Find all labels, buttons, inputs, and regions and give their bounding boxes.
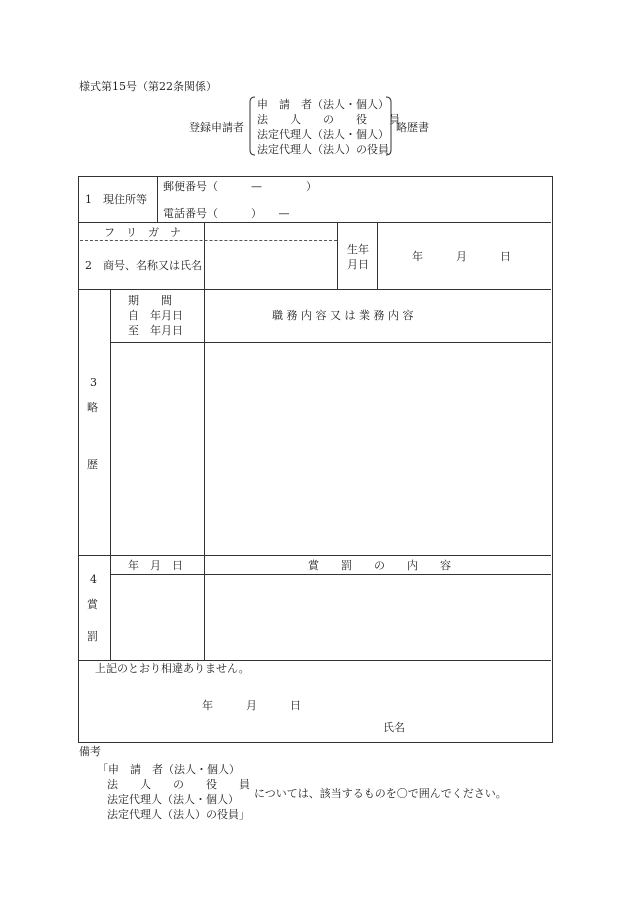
notes-option-1: 「申 請 者（法人・個人） [97, 763, 240, 776]
heading-option-3: 法定代理人（法人・個人） [257, 128, 389, 141]
heading-suffix: 略歴書 [396, 121, 429, 134]
row3-bottom [79, 555, 551, 556]
notes-option-2: 法 人 の 役 員 [107, 778, 250, 791]
row2-divider-a [204, 223, 205, 289]
award-number: 4 [90, 573, 97, 586]
heading-option-2: 法 人 の 役 員 [257, 113, 400, 126]
declaration-date-field[interactable]: 年 月 日 [202, 699, 301, 712]
award-content-area[interactable] [205, 575, 551, 660]
award-date-area[interactable] [111, 575, 204, 660]
notes-option-4: 法定代理人（法人）の役員」 [107, 808, 250, 821]
furigana-label: フ リ ガ ナ [104, 226, 181, 239]
signature-name-label: 氏名 [383, 721, 405, 734]
birth-label-line2: 月日 [347, 258, 369, 271]
career-char-1: 略 [87, 401, 98, 414]
award-char-1: 賞 [87, 598, 98, 611]
notes-instruction: については、該当するものを〇で囲んでください。 [254, 787, 507, 800]
period-to: 至 年月日 [128, 324, 183, 337]
form-number: 様式第15号（第22条関係） [79, 80, 217, 93]
career-duties-area[interactable] [205, 343, 551, 555]
award-content-header: 賞 罰 の 内 容 [308, 559, 451, 572]
period-from: 自 年月日 [128, 309, 183, 322]
left-brace [248, 96, 256, 156]
address-label: 1 現住所等 [85, 193, 147, 206]
row4-bottom [79, 660, 551, 661]
row2-bottom [79, 289, 551, 290]
heading-option-4: 法定代理人（法人）の役員 [257, 143, 389, 156]
name-label: 2 商号、名称又は氏名 [85, 259, 202, 272]
birth-label-line1: 生年 [347, 243, 369, 256]
period-header: 期 間 [128, 294, 172, 307]
career-char-2: 歴 [87, 458, 98, 471]
declaration-text: 上記のとおり相違ありません。 [95, 662, 250, 675]
row1-divider [157, 177, 158, 222]
row2-divider-b [337, 223, 338, 289]
award-char-2: 罰 [87, 630, 98, 643]
notes-title: 備考 [79, 745, 101, 758]
career-period-area[interactable] [111, 343, 204, 555]
duties-header: 職 務 内 容 又 は 業 務 内 容 [272, 309, 414, 322]
furigana-separator [80, 240, 337, 241]
birth-date-field[interactable]: 年 月 日 [412, 250, 511, 263]
postal-code-field[interactable]: 郵便番号（ — ） [163, 180, 317, 193]
career-number: 3 [90, 376, 97, 389]
right-brace [385, 96, 393, 156]
heading-option-1: 申 請 者（法人・個人） [257, 98, 389, 111]
heading-prefix: 登録申請者 [189, 121, 244, 134]
phone-number-field[interactable]: 電話番号（ ） — [163, 207, 290, 220]
row2-divider-c [377, 223, 378, 289]
award-date-header: 年 月 日 [128, 559, 183, 572]
row1-bottom [79, 222, 551, 223]
notes-option-3: 法定代理人（法人・個人） [107, 793, 239, 806]
